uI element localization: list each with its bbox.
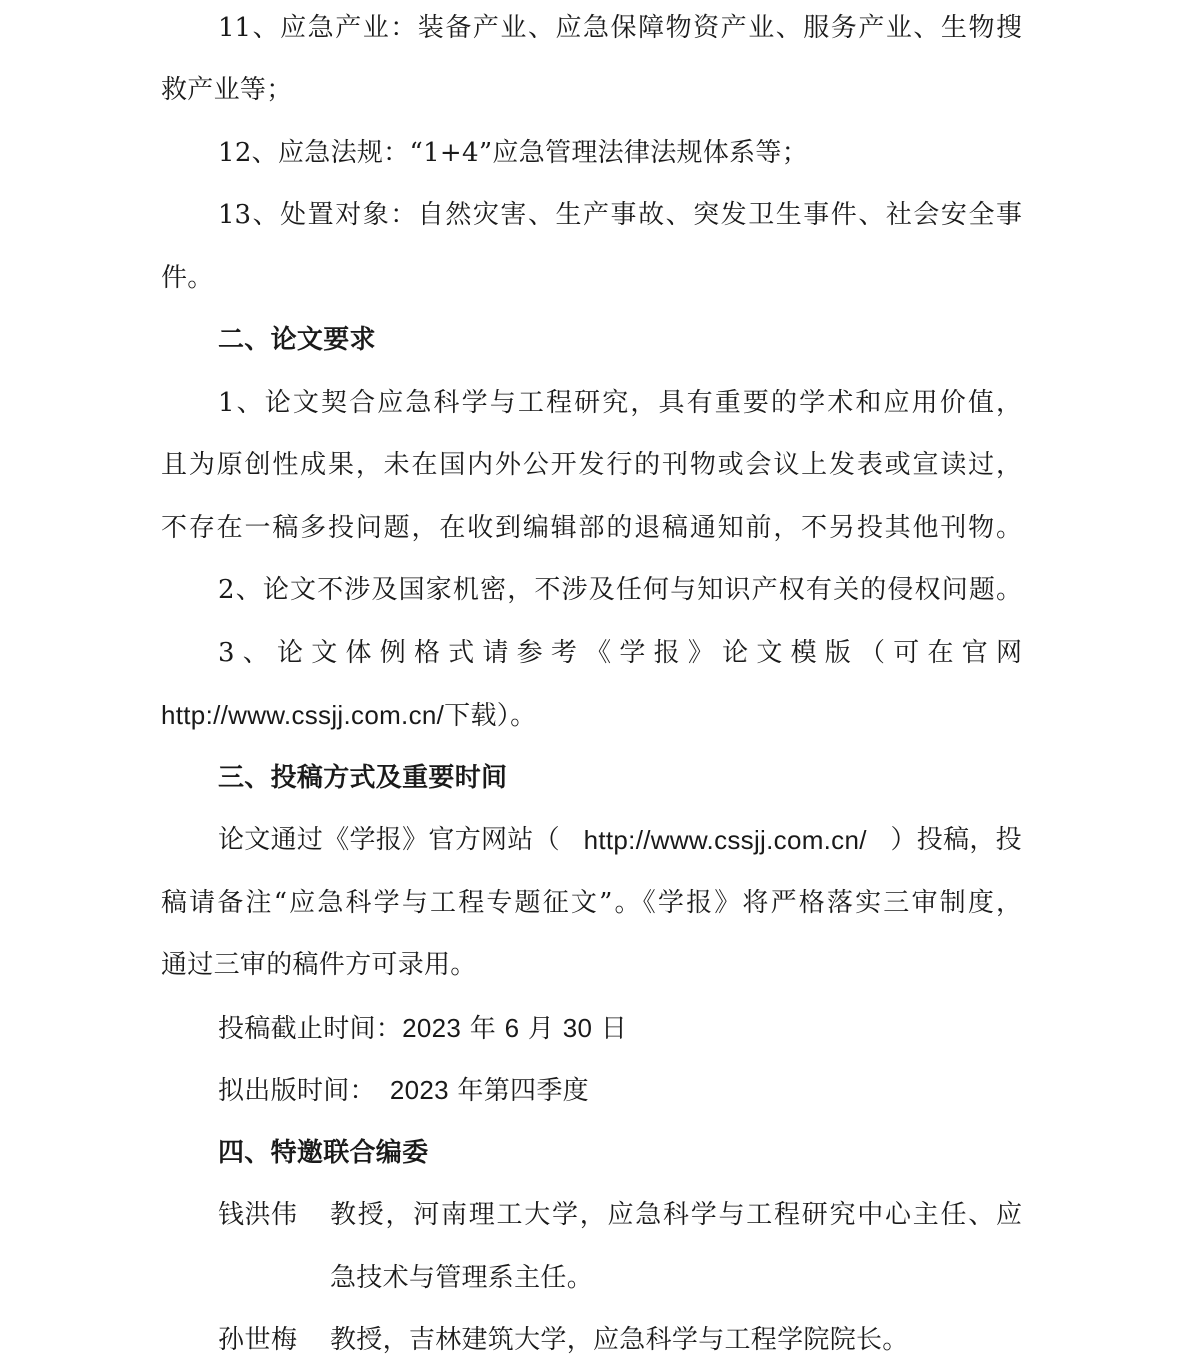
requirement-3-suffix: 下载）。	[444, 701, 537, 731]
item-13-line-1: 13、处置对象：自然灾害、生产事故、突发卫生事件、社会安全事	[218, 200, 1022, 230]
publication-rest: 年第四季度	[448, 1076, 589, 1106]
member-1-name: 钱洪伟	[218, 1200, 298, 1230]
requirement-1-line-3: 不存在一稿多投问题，在收到编辑部的退稿通知前，不另投其他刊物。	[161, 513, 1022, 543]
member-1-line-2: 急技术与管理系主任。	[330, 1263, 594, 1293]
submission-prefix: 论文通过《学报》官方网站（	[218, 825, 560, 855]
deadline-day-unit: 日	[592, 1014, 628, 1044]
deadline-year: 2023	[402, 1013, 462, 1043]
deadline-year-unit: 年	[461, 1014, 505, 1044]
publication-time	[218, 1073, 589, 1108]
submission-suffix: ）投稿，投	[890, 825, 1022, 855]
requirement-3-line-1: 3、论文体例格式请参考《学报》论文模版（可在官网	[218, 638, 1022, 668]
requirement-3-line-2	[161, 698, 536, 733]
requirement-2: 2、论文不涉及国家机密，不涉及任何与知识产权有关的侵权问题。	[218, 575, 1022, 605]
item-11-line-2: 救产业等；	[161, 75, 293, 105]
deadline-day: 30	[562, 1013, 593, 1043]
item-12: 12、应急法规：“1+4”应急管理法律法规体系等；	[218, 138, 809, 168]
requirement-1-line-1: 1、论文契合应急科学与工程研究，具有重要的学术和应用价值，	[218, 388, 1022, 418]
member-1-line-1: 教授，河南理工大学，应急科学与工程研究中心主任、应	[330, 1200, 1022, 1230]
journal-url[interactable]: http://www.cssjj.com.cn/	[161, 700, 445, 730]
submission-line-3: 通过三审的稿件方可录用。	[161, 950, 477, 980]
item-13-line-2: 件。	[161, 263, 214, 293]
deadline-month: 6	[504, 1013, 520, 1043]
publication-year: 2023	[389, 1075, 449, 1105]
requirement-1-line-2: 且为原创性成果，未在国内外公开发行的刊物或会议上发表或宣读过，	[161, 450, 1022, 480]
deadline-month-unit: 月	[519, 1014, 563, 1044]
member-2-name: 孙世梅	[218, 1325, 298, 1355]
submission-line-2: 稿请备注“应急科学与工程专题征文”。《学报》将严格落实三审制度，	[161, 888, 1022, 918]
deadline	[218, 1011, 627, 1046]
section-2-heading: 二、论文要求	[218, 325, 376, 355]
section-3-heading: 三、投稿方式及重要时间	[218, 763, 508, 793]
submission-url[interactable]: http://www.cssjj.com.cn/	[583, 825, 867, 855]
publication-label: 拟出版时间：	[218, 1076, 376, 1106]
deadline-label: 投稿截止时间：	[218, 1014, 403, 1044]
member-2-line-1: 教授，吉林建筑大学，应急科学与工程学院院长。	[330, 1325, 909, 1355]
section-4-heading: 四、特邀联合编委	[218, 1138, 429, 1168]
item-11-line-1: 11、应急产业：装备产业、应急保障物资产业、服务产业、生物搜	[218, 13, 1022, 43]
submission-line-1	[218, 823, 1022, 857]
